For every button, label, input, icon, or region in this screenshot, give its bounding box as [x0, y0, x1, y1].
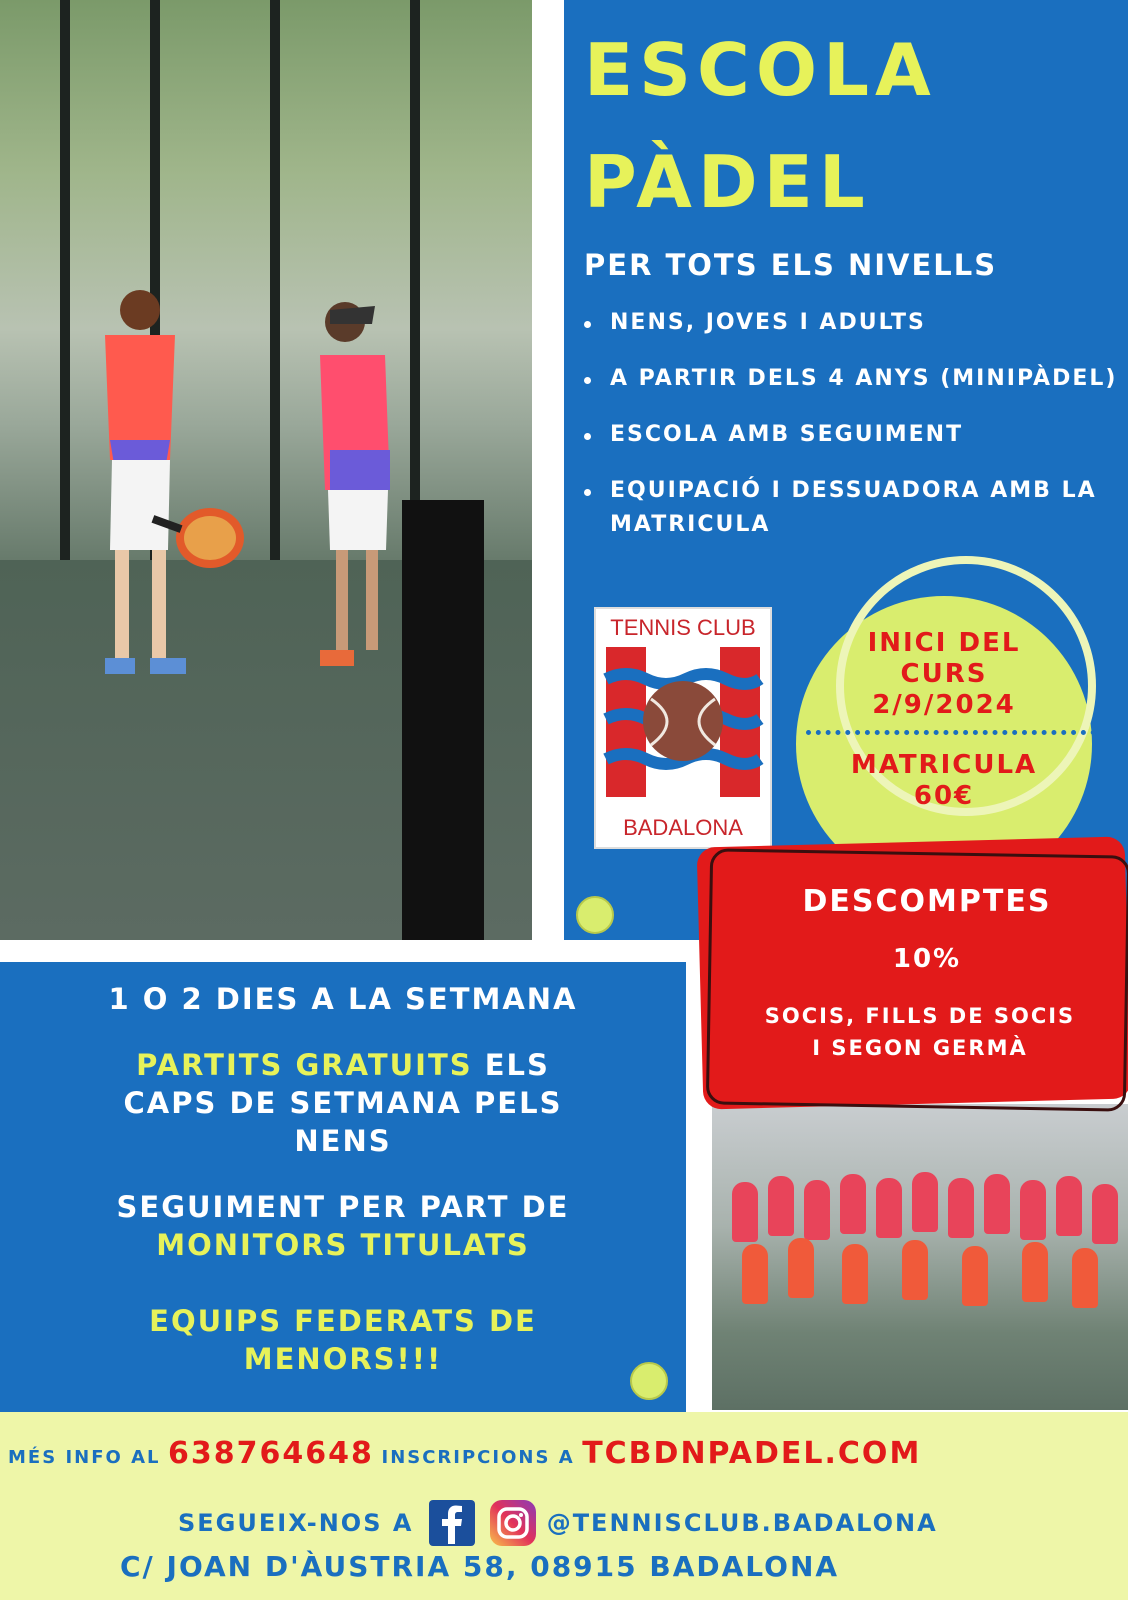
address: C/ JOAN D'ÀUSTRIA 58, 08915 BADALONA	[120, 1550, 840, 1583]
website-link[interactable]: TCBDNPADEL.COM	[582, 1436, 922, 1471]
bullet-icon	[584, 321, 591, 328]
enrollment-fee	[796, 750, 1092, 812]
discount-eligibility-line-2: I SEGON GERMÀ	[812, 1036, 1028, 1060]
inscriptions-prefix: INSCRIPCIONS A	[381, 1447, 575, 1468]
monitors-line-2: MONITORS TITULATS	[156, 1228, 530, 1262]
list-item	[580, 362, 1120, 396]
person	[842, 1244, 868, 1304]
list-item-text: ESCOLA AMB SEGUIMENT	[610, 422, 964, 447]
person	[902, 1240, 928, 1300]
net-post	[402, 500, 484, 940]
list-item	[580, 418, 1120, 452]
list-item-text: EQUIPACIÓ I DESSUADORA AMB LA MATRICULA	[610, 478, 1097, 537]
list-item-text: NENS, JOVES I ADULTS	[610, 310, 926, 335]
follow-label: SEGUEIX-NOS A	[178, 1509, 414, 1537]
person	[876, 1178, 902, 1238]
free-matches-highlight: PARTITS GRATUITS	[136, 1048, 473, 1082]
info-prefix: MÉS INFO AL	[8, 1447, 161, 1468]
list-item	[580, 474, 1120, 542]
logo-top-text: TENNIS CLUB	[610, 615, 756, 640]
discount-title: DESCOMPTES	[802, 884, 1052, 919]
person	[804, 1180, 830, 1240]
padel-racket-icon	[150, 500, 250, 580]
discount-eligibility	[712, 1000, 1128, 1064]
fence-post	[60, 0, 70, 620]
person	[768, 1176, 794, 1236]
social-handle[interactable]: @TENNISCLUB.BADALONA	[546, 1509, 938, 1537]
course-start	[796, 628, 1092, 721]
tennis-ball-icon	[643, 681, 723, 761]
person	[1022, 1242, 1048, 1302]
person	[1020, 1180, 1046, 1240]
club-logo-graphic	[596, 609, 770, 847]
discount-percent: 10%	[892, 944, 962, 974]
person	[984, 1174, 1010, 1234]
title-line-1: ESCOLA	[584, 28, 937, 112]
discount-eligibility-line-1: SOCIS, FILLS DE SOCIS	[764, 1004, 1076, 1028]
teams-line-2: MENORS!!!	[243, 1342, 443, 1376]
list-item-text: A PARTIR DELS 4 ANYS (MINIPÀDEL)	[610, 366, 1118, 391]
person	[948, 1178, 974, 1238]
facebook-icon[interactable]	[429, 1500, 475, 1546]
course-start-line-1: INICI DEL	[867, 628, 1021, 658]
tennis-ball-icon	[576, 896, 614, 934]
divider	[806, 730, 1096, 735]
person	[840, 1174, 866, 1234]
fee-label: MATRICULA	[850, 750, 1038, 780]
person	[1056, 1176, 1082, 1236]
group-photo	[712, 1104, 1128, 1410]
player-right	[300, 300, 400, 680]
person	[1092, 1184, 1118, 1244]
features-list	[580, 306, 1120, 564]
days-per-week: 1 O 2 DIES A LA SETMANA	[108, 982, 578, 1016]
free-matches-line-1	[0, 1046, 686, 1084]
phone-number[interactable]: 638764648	[168, 1436, 374, 1471]
person	[788, 1238, 814, 1298]
person	[1072, 1248, 1098, 1308]
course-start-line-2: CURS	[900, 659, 988, 689]
instagram-icon[interactable]	[490, 1500, 536, 1546]
levels-heading: PER TOTS ELS NIVELLS	[584, 248, 998, 282]
contact-line	[8, 1436, 1128, 1471]
info-panel-bottom	[0, 962, 686, 1412]
fee-value: 60€	[913, 781, 975, 811]
bullet-icon	[584, 377, 591, 384]
free-matches-rest: ELS	[472, 1048, 550, 1082]
person	[962, 1246, 988, 1306]
bullet-icon	[584, 489, 591, 496]
free-matches-line-3: NENS	[294, 1124, 392, 1158]
club-logo	[594, 607, 772, 849]
tennis-ball-icon	[630, 1362, 668, 1400]
logo-bottom-text: BADALONA	[623, 815, 743, 840]
title-line-2: PÀDEL	[584, 140, 871, 224]
person	[742, 1244, 768, 1304]
padel-players-photo	[0, 0, 532, 940]
teams-line-1: EQUIPS FEDERATS DE	[149, 1304, 537, 1338]
player-left	[70, 290, 190, 690]
person	[732, 1182, 758, 1242]
fence-post	[270, 0, 280, 620]
monitors-line-1: SEGUIMENT PER PART DE	[116, 1190, 570, 1224]
list-item	[580, 306, 1120, 340]
social-line	[178, 1500, 938, 1546]
person	[912, 1172, 938, 1232]
bullet-icon	[584, 433, 591, 440]
course-start-date: 2/9/2024	[872, 690, 1016, 720]
free-matches-line-2: CAPS DE SETMANA PELS	[123, 1086, 563, 1120]
